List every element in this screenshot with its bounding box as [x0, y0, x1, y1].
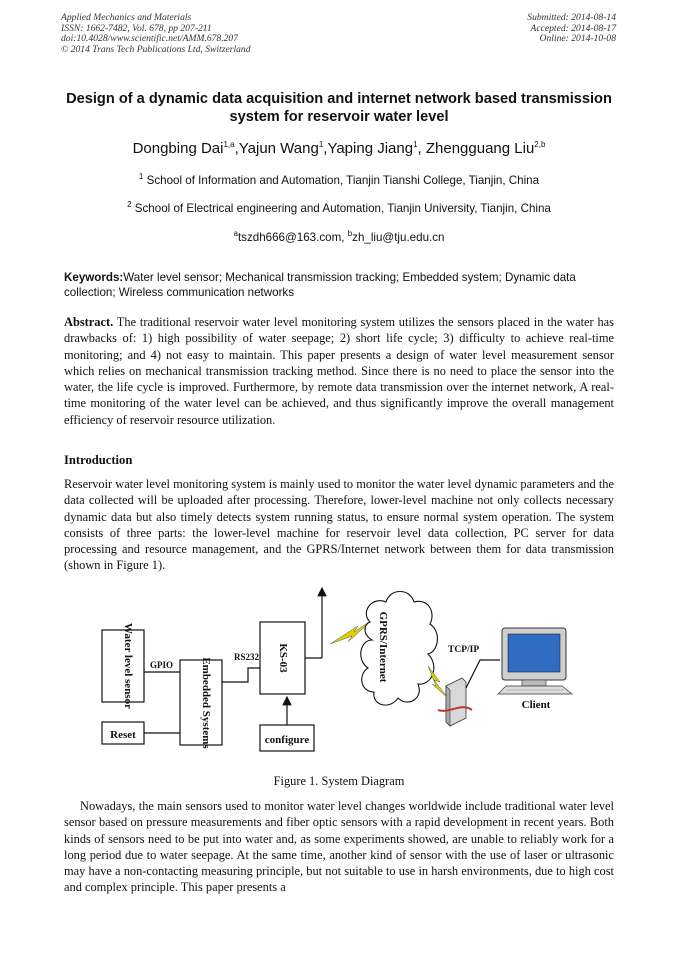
author-sup: 1,a [223, 140, 235, 149]
affiliation-sup: 2 [127, 200, 132, 209]
email-sup: a [233, 229, 238, 238]
tcpip-line [466, 660, 500, 688]
computer-icon [498, 628, 572, 694]
keywords-text: Water level sensor; Mechanical transmission tracking; Embedded system; Dynamic data collection; Wireless communication networks [64, 271, 576, 299]
tcpip-label: TCP/IP [448, 645, 480, 655]
author-sup: 2,b [534, 140, 546, 149]
abstract-section [64, 314, 614, 428]
journal-header [61, 13, 251, 55]
submitted-date: Submitted: 2014-08-14 [527, 12, 616, 23]
cloud-icon [361, 592, 438, 706]
doi-line: doi:10.4028/www.scientific.net/AMM.678.207 [61, 33, 239, 45]
author-sup: 1 [413, 140, 418, 149]
accepted-date: Accepted: 2014-08-17 [530, 22, 616, 34]
affiliation-1 [0, 172, 678, 187]
gpio-label: GPIO [150, 660, 174, 670]
abstract-label: Abstract. [64, 315, 114, 329]
email-b[interactable]: zh_liu@tju.edu.cn [352, 230, 445, 244]
sensor-label: Water level sensor [122, 623, 134, 709]
gprs-label: GPRS/Internet [377, 611, 389, 683]
ks03-label: KS-03 [277, 643, 289, 673]
keywords-label: Keywords: [64, 271, 124, 284]
email-a[interactable]: tszdh666@163.com, [237, 230, 348, 244]
intro-paragraph-2: Nowadays, the main sensors used to monitor water level changes worldwide include traditional water level sensor based on pressure measurements and fiber optic sensors with a rapid development in recent years. Both kinds of sensors need to be put into water and, as some experiments showed, are unable to reliably work for a long period due to water seepage. At the same time, another kind of sensor with the use of laser or ultrasonic may have a non-contacting measuring principle, but not suitable to use in harsh environments, due to high cost and complex principle. This paper presents a [64, 799, 614, 895]
embedded-label: Embedded Systems [200, 657, 212, 749]
affiliation-text: School of Electrical engineering and Automation, Tianjin University, Tianjin, China [134, 201, 551, 215]
author-sup: 1 [318, 140, 324, 149]
figure-caption: Figure 1. System Diagram [273, 774, 405, 788]
lightning-icon [428, 666, 448, 698]
journal-name: Applied Mechanics and Materials [61, 12, 192, 23]
configure-label: configure [264, 734, 310, 746]
dates-header [527, 13, 616, 45]
affiliation-2 [0, 200, 678, 215]
section-heading-introduction: Introduction [64, 453, 133, 467]
keywords-section [64, 270, 616, 300]
copyright-line: © 2014 Trans Tech Publications Ltd, Switzerland [61, 43, 251, 55]
paper-title: Design of a dynamic data acquisition and internet network based transmission system for reservoir water level [66, 91, 612, 125]
email-sup: b [347, 229, 353, 238]
client-label: Client [521, 699, 551, 711]
author-list: Dongbing Dai$^{1,a}$,Yajun Wang$^1$,Yaping Jiang$^1$, Zhengguang Liu$^{2,b}$ [132, 140, 546, 157]
rs232-label: RS232 [234, 652, 260, 662]
author-name: Yajun Wang [238, 140, 319, 157]
email-line [0, 229, 678, 244]
author-name: Yaping Jiang [327, 140, 414, 157]
author-name: Zhengguang Liu [425, 140, 535, 157]
intro-paragraph-1: Reservoir water level monitoring system is mainly used to monitor the water level dynamic parameters and the data collected will be uploaded after processing. Therefore, lower-level machine not only collects necessary dynamic data but also timely detects system running status, to ensure normal system operation. The system consists of three parts: the lower-level machine for reservoir level data collection, PC server for data processing and resource management, and the GPRS/Internet network between them for data transmission (shown in Figure 1). [64, 477, 614, 573]
affiliation-text: School of Information and Automation, Tianjin Tianshi College, Tianjin, China [146, 173, 540, 187]
rs232-line [222, 668, 260, 682]
abstract-text: The traditional reservoir water level monitoring system utilizes the sensors placed in the water has drawbacks of: 1) high possibility of water seepage; 2) short life cycle; 3) difficulty to achieve real-time monitoring; and 4) not easy to maintain. This paper presents a design of water level measurement sensor which relies on mechanical transmission tracking method. Since there is no need to place the sensor into the water, the life cycle is improved. Furthermore, by remote data transmission over the internet network, A real-time monitoring of the water level can be achieved, and thus significantly improve the overall management efficiency of reservoir resource utilization. [64, 315, 614, 427]
online-date: Online: 2014-10-08 [539, 33, 616, 45]
issn-line: ISSN: 1662-7482, Vol. 678, pp 207-211 [61, 22, 212, 34]
affiliation-sup: 1 [138, 172, 144, 181]
reset-label: Reset [110, 729, 136, 741]
author-name: Dongbing Dai [132, 140, 224, 157]
system-diagram [60, 582, 660, 772]
